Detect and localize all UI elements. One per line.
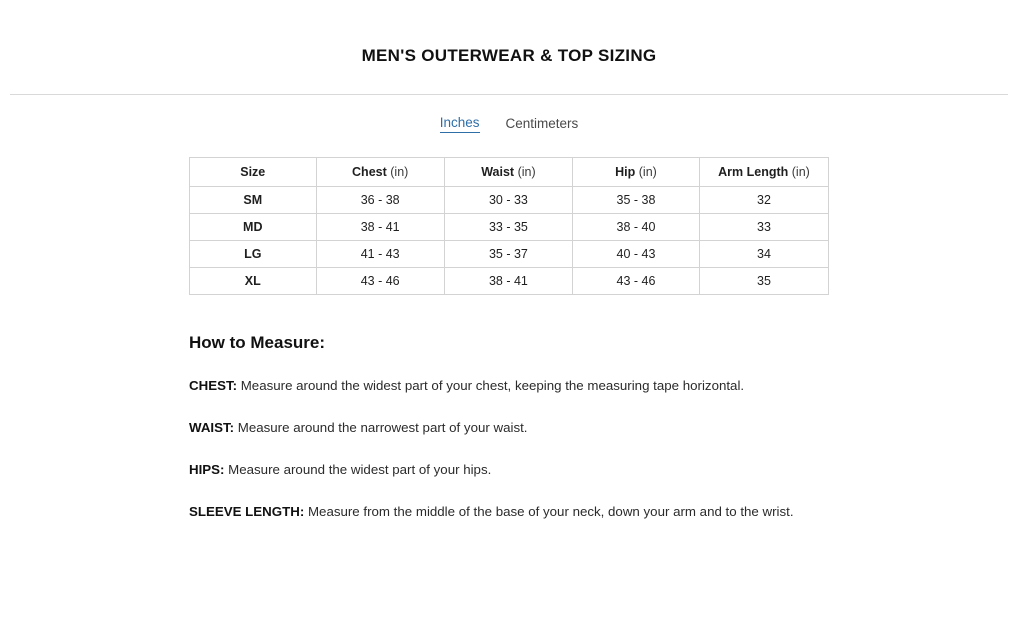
cell-chest: 41 - 43 xyxy=(316,241,444,268)
measure-text-sleeve-length: Measure from the middle of the base of your neck, down your arm and to the wrist. xyxy=(307,504,794,519)
cell-hip: 38 - 40 xyxy=(573,214,700,241)
header-divider xyxy=(10,94,1008,95)
cell-arm-length: 33 xyxy=(699,214,828,241)
column-header-chest-label: Chest xyxy=(352,165,387,179)
measure-item-hips xyxy=(189,459,801,480)
cell-hip: 40 - 43 xyxy=(573,241,700,268)
unit-toggle xyxy=(0,115,1018,133)
measure-label-chest: CHEST: xyxy=(189,378,238,393)
cell-hip: 43 - 46 xyxy=(573,268,700,295)
cell-size: XL xyxy=(190,268,317,295)
cell-waist: 30 - 33 xyxy=(444,187,572,214)
table-row xyxy=(190,241,829,268)
tab-centimeters[interactable]: Centimeters xyxy=(505,115,579,131)
measure-item-waist xyxy=(189,417,801,438)
cell-waist: 35 - 37 xyxy=(444,241,572,268)
sizing-page xyxy=(0,46,1018,644)
column-header-hip-label: Hip xyxy=(615,165,636,179)
cell-size: MD xyxy=(190,214,317,241)
measure-text-waist: Measure around the narrowest part of your waist. xyxy=(237,420,528,435)
cell-arm-length: 34 xyxy=(699,241,828,268)
measure-text-chest: Measure around the widest part of your chest, keeping the measuring tape horizontal. xyxy=(240,378,745,393)
size-table-body xyxy=(190,187,829,295)
cell-hip: 35 - 38 xyxy=(573,187,700,214)
column-header-waist xyxy=(444,158,572,187)
measure-label-sleeve-length: SLEEVE LENGTH: xyxy=(189,504,305,519)
how-to-measure-section xyxy=(189,333,829,522)
measure-label-waist: WAIST: xyxy=(189,420,235,435)
column-header-chest-unit: (in) xyxy=(390,165,409,179)
cell-arm-length: 32 xyxy=(699,187,828,214)
cell-chest: 36 - 38 xyxy=(316,187,444,214)
column-header-waist-unit: (in) xyxy=(517,165,536,179)
column-header-chest xyxy=(316,158,444,187)
measure-text-hips: Measure around the widest part of your hips. xyxy=(228,462,492,477)
column-header-arm-length-unit: (in) xyxy=(791,165,810,179)
cell-arm-length: 35 xyxy=(699,268,828,295)
table-row xyxy=(190,214,829,241)
column-header-size-label: Size xyxy=(240,165,266,179)
column-header-arm-length xyxy=(699,158,828,187)
table-row xyxy=(190,268,829,295)
table-header-row xyxy=(190,158,829,187)
measure-label-hips: HIPS: xyxy=(189,462,225,477)
cell-waist: 38 - 41 xyxy=(444,268,572,295)
column-header-arm-length-label: Arm Length xyxy=(718,165,789,179)
page-title: MEN'S OUTERWEAR & TOP SIZING xyxy=(361,46,657,65)
column-header-size xyxy=(190,158,317,187)
measure-item-sleeve-length xyxy=(189,501,801,522)
column-header-hip xyxy=(573,158,700,187)
cell-chest: 43 - 46 xyxy=(316,268,444,295)
cell-waist: 33 - 35 xyxy=(444,214,572,241)
cell-size: SM xyxy=(190,187,317,214)
column-header-hip-unit: (in) xyxy=(638,165,657,179)
cell-size: LG xyxy=(190,241,317,268)
column-header-waist-label: Waist xyxy=(481,165,515,179)
cell-chest: 38 - 41 xyxy=(316,214,444,241)
tab-inches[interactable]: Inches xyxy=(440,115,480,133)
measure-item-chest xyxy=(189,375,801,396)
size-table-container xyxy=(189,157,829,295)
size-table-head xyxy=(190,158,829,187)
how-to-measure-heading: How to Measure: xyxy=(189,333,326,352)
size-chart-table xyxy=(189,157,829,295)
table-row xyxy=(190,187,829,214)
